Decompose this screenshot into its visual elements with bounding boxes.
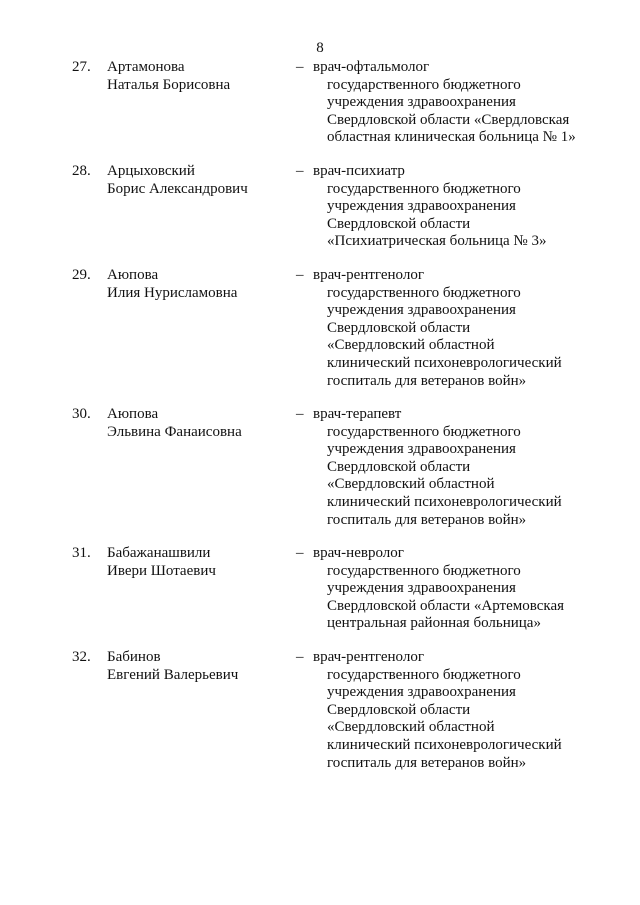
entry-given-names: Илия Нурисламовна (107, 284, 238, 301)
entry-person-name (107, 59, 307, 94)
entry-surname: Бабинов (107, 649, 161, 665)
entry-surname: Аюпова (107, 267, 159, 283)
entry-position-line: областная клиническая больница № 1» (327, 129, 576, 146)
entry-number: 29. (72, 267, 91, 283)
entry-number: 30. (72, 406, 91, 422)
entry-dash: – (296, 406, 304, 422)
entry-position-line: «Свердловский областной (327, 337, 495, 354)
entry-position-line: государственного бюджетного (327, 562, 521, 579)
entry-position-line: Свердловской области (327, 215, 471, 232)
entry-position-line: госпиталь для ветеранов войн» (327, 754, 527, 771)
entry-position-line: Свердловской области (327, 701, 471, 718)
entry-position-line: государственного бюджетного (327, 423, 521, 440)
entry-given-names: Ивери Шотаевич (107, 562, 216, 579)
entry-number: 32. (72, 649, 91, 665)
entry-given-names: Эльвина Фанаисовна (107, 423, 242, 440)
entry-position-line: государственного бюджетного (327, 180, 521, 197)
entry-given-names: Евгений Валерьевич (107, 666, 239, 683)
entry-position-line: клинический психоневрологический (327, 736, 562, 753)
entry-dash: – (296, 59, 304, 75)
entry-number: 31. (72, 545, 91, 561)
entry-dash: – (296, 545, 304, 561)
entry-given-names: Наталья Борисовна (107, 76, 231, 93)
entry-dash: – (296, 649, 304, 665)
entry-position-line: государственного бюджетного (327, 76, 521, 93)
entry-position-line: врач-рентгенолог (313, 267, 424, 283)
entry-position-line: государственного бюджетного (327, 666, 521, 683)
entry-number: 27. (72, 59, 91, 75)
entry-position-line: врач-терапевт (313, 406, 402, 422)
entry-position-line: врач-рентгенолог (313, 649, 424, 665)
entry-position-line: врач-психиатр (313, 163, 405, 179)
entry-position-line: учреждения здравоохранения (327, 441, 516, 458)
entry-position-description (313, 406, 633, 529)
entry-position-line: «Психиатрическая больница № 3» (327, 233, 547, 250)
page-number: 8 (316, 40, 324, 56)
entry-position-line: клинический психоневрологический (327, 354, 562, 371)
entry-position-description (313, 545, 633, 633)
entry-position-line: клинический психоневрологический (327, 493, 562, 510)
entry-position-line: врач-невролог (313, 545, 404, 561)
entry-position-line: «Свердловский областной (327, 476, 495, 493)
entry-person-name (107, 545, 307, 580)
entry-position-line: учреждения здравоохранения (327, 684, 516, 701)
entry-surname: Аюпова (107, 406, 159, 422)
entry-position-line: учреждения здравоохранения (327, 302, 516, 319)
entry-position-line: госпиталь для ветеранов войн» (327, 372, 527, 389)
entry-surname: Артамонова (107, 59, 185, 75)
entry-position-description (313, 649, 633, 772)
entry-position-line: Свердловской области (327, 458, 471, 475)
entry-person-name (107, 649, 307, 684)
entry-surname: Арцыховский (107, 163, 195, 179)
entry-given-names: Борис Александрович (107, 180, 248, 197)
entry-position-line: государственного бюджетного (327, 284, 521, 301)
entry-position-line: Свердловской области (327, 319, 471, 336)
entry-number: 28. (72, 163, 91, 179)
entry-person-name (107, 267, 307, 302)
entry-position-line: учреждения здравоохранения (327, 94, 516, 111)
entry-position-line: госпиталь для ветеранов войн» (327, 511, 527, 528)
entry-person-name (107, 406, 307, 441)
entry-position-line: учреждения здравоохранения (327, 198, 516, 215)
entry-position-description (313, 163, 633, 251)
entry-position-line: учреждения здравоохранения (327, 580, 516, 597)
entry-position-line: Свердловской области «Артемовская (327, 597, 565, 614)
entry-position-description (313, 59, 633, 147)
entry-position-line: врач-офтальмолог (313, 59, 430, 75)
entry-position-line: центральная районная больница» (327, 615, 541, 632)
entry-surname: Бабажанашвили (107, 545, 211, 561)
entry-person-name (107, 163, 307, 198)
entry-position-line: «Свердловский областной (327, 719, 495, 736)
entry-dash: – (296, 267, 304, 283)
entry-dash: – (296, 163, 304, 179)
entry-position-line: Свердловской области «Свердловская (327, 111, 570, 128)
entry-position-description (313, 267, 633, 390)
